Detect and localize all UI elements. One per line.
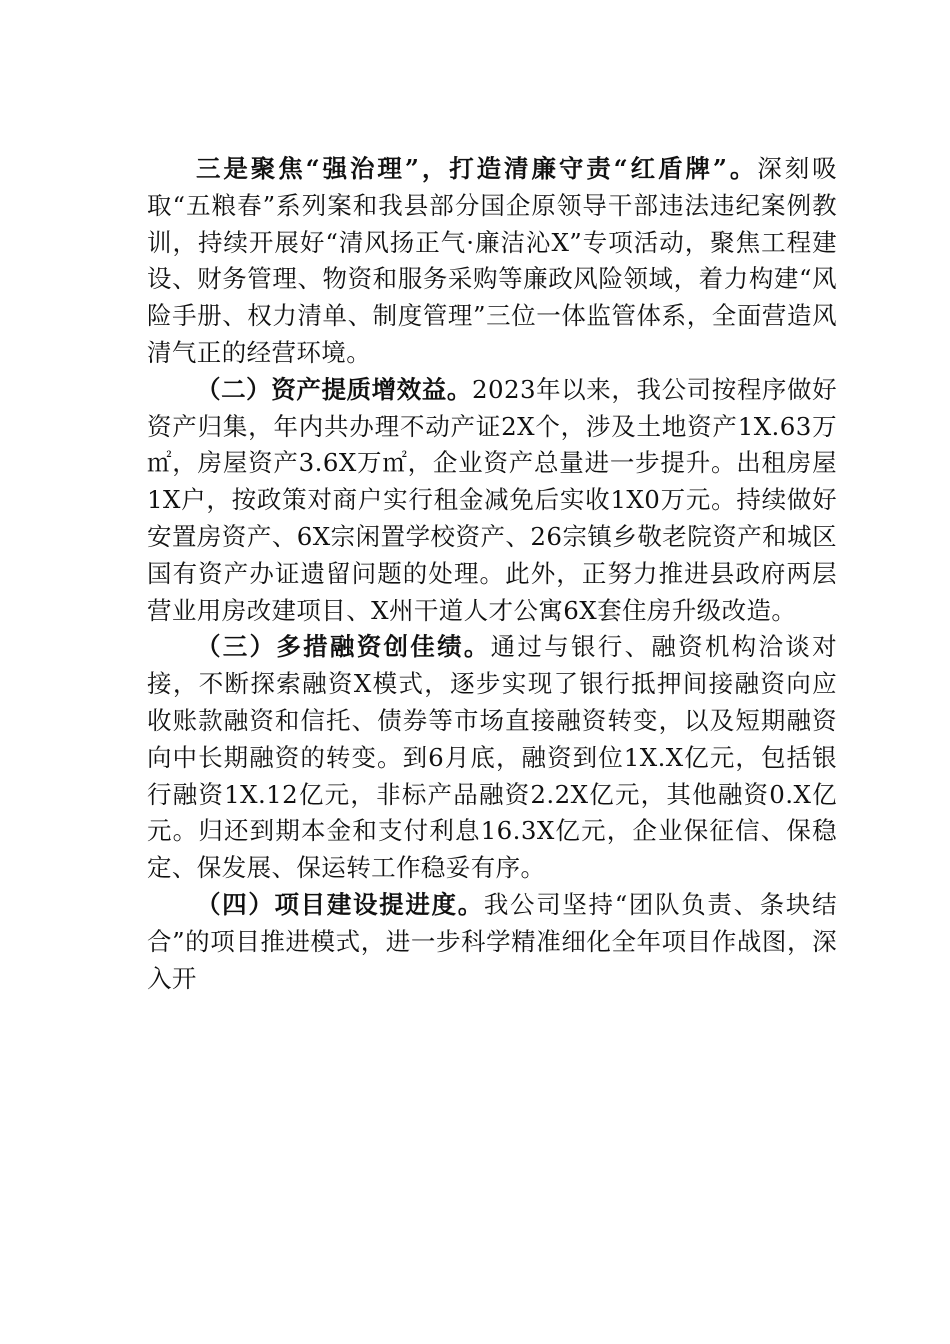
paragraph-text: 2023年以来，我公司按程序做好资产归集，年内共办理不动产证2X个，涉及土地资产1X.63万㎡，房屋资产3.6X万㎡，企业资产总量进一步提升。出租房屋1X户，按政策对商户实行租金减免后实收1X0万元。持续做好安置房资产、6X宗闲置学校资产、26宗镇乡敬老院资产和城区国有资产办证遗留问题的处理。此外，正努力推进县政府两层营业用房改建项目、X州干道人才公寓6X套住房升级改造。 <box>147 374 837 625</box>
paragraph-asset-quality <box>147 372 837 630</box>
paragraph-project-construction <box>147 887 837 997</box>
paragraph-text: 深刻吸取“五粮春”系列案和我县部分国企原领导干部违法违纪案例教训，持续开展好“清风扬正气·廉洁沁X”专项活动，聚焦工程建设、财务管理、物资和服务采购等廉政风险领域，着力构建“风险手册、权力清单、制度管理”三位一体监管体系，全面营造风清气正的经营环境。 <box>147 154 838 367</box>
paragraph-financing <box>147 629 837 887</box>
paragraph-strong-governance <box>147 151 837 372</box>
paragraph-heading: （四）项目建设提进度。 <box>196 889 484 919</box>
paragraph-text: 通过与银行、融资机构洽谈对接，不断探索融资X模式，逐步实现了银行抵押间接融资向应收账款融资和信托、债券等市场直接融资转变，以及短期融资向中长期融资的转变。到6月底，融资到位1X.X亿元，包括银行融资1X.12亿元，非标产品融资2.2X亿元，其他融资0.X亿元。归还到期本金和支付利息16.3X亿元，企业保征信、保稳定、保发展、保运转工作稳妥有序。 <box>147 632 837 883</box>
paragraph-heading: （二）资产提质增效益。 <box>196 374 472 404</box>
paragraph-text: 我公司坚持“团队负责、条块结合”的项目推进模式，进一步科学精准细化全年项目作战图，深入开 <box>147 889 838 993</box>
document-body <box>147 151 837 997</box>
paragraph-heading: 三是聚焦“强治理”，打造清廉守责“红盾牌”。 <box>196 154 758 183</box>
paragraph-heading: （三）多措融资创佳绩。 <box>196 632 491 662</box>
